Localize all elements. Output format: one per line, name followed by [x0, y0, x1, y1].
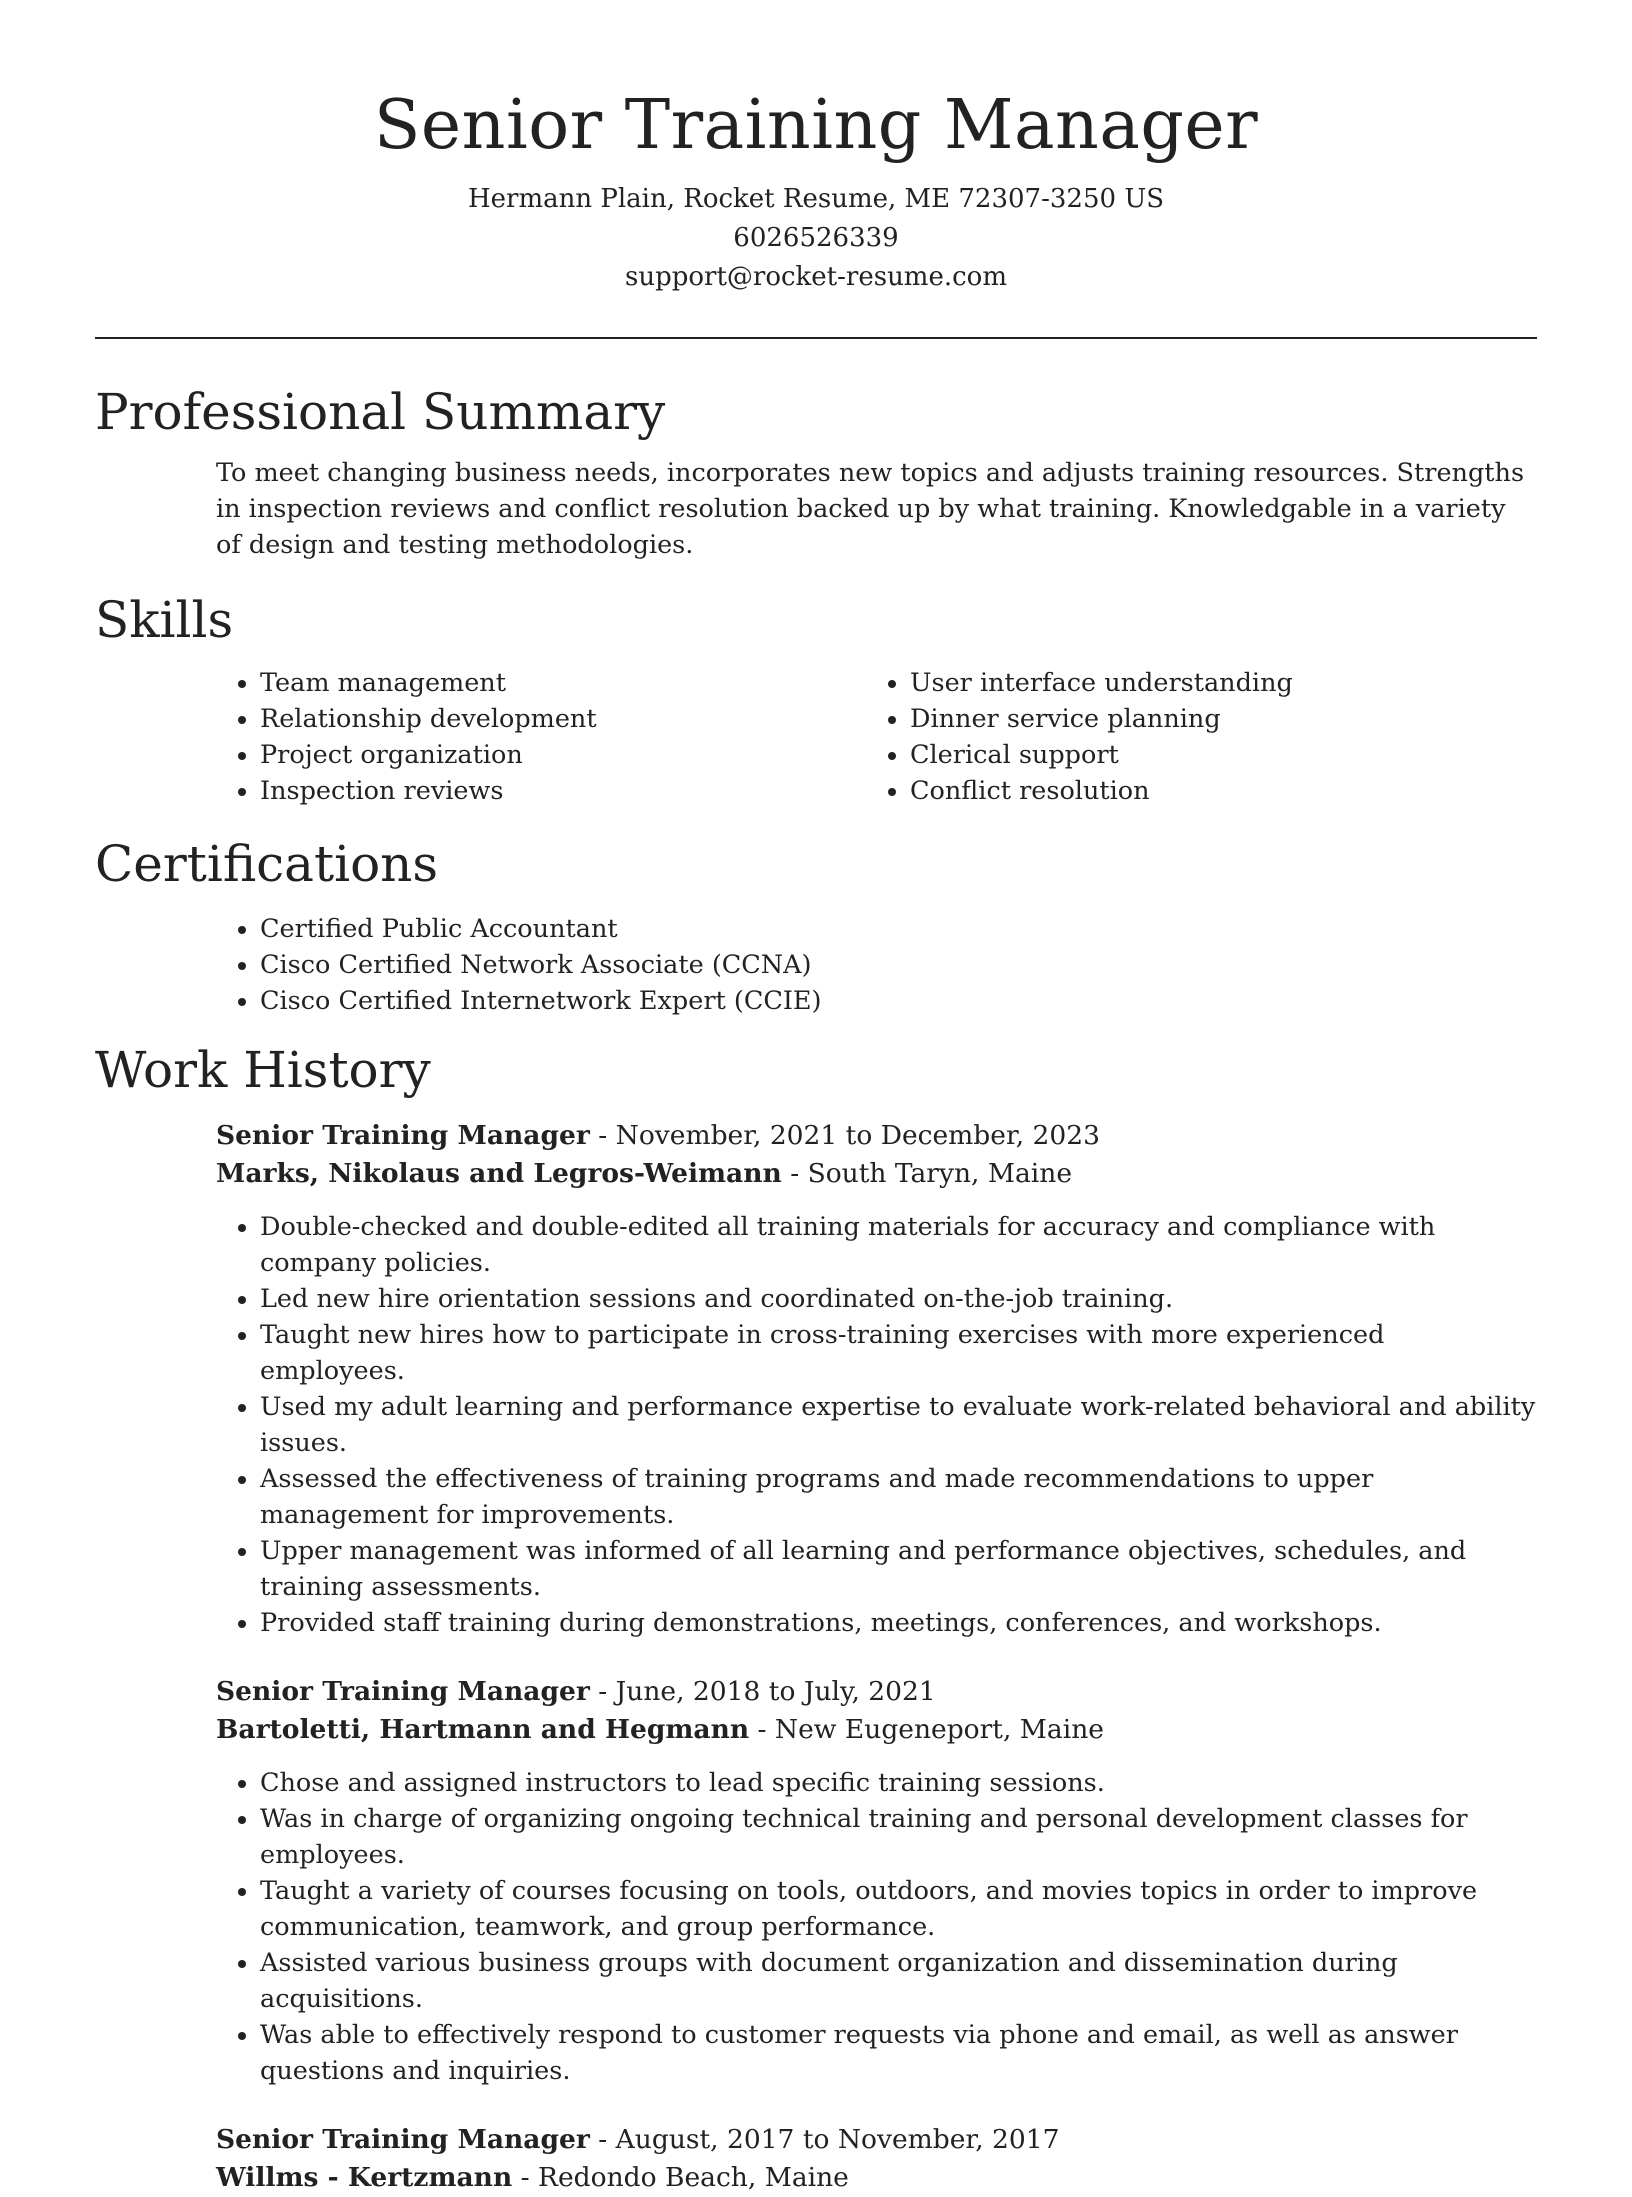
- job-role: Senior Training Manager: [216, 1676, 590, 1707]
- job-bullet: • Assisted various business groups with document organization and dissemination during acquisitions.: [260, 1945, 1537, 2017]
- certifications-section: [95, 833, 1537, 1019]
- job-heading: [216, 1117, 1537, 1155]
- skill-item: • Team management: [260, 665, 866, 701]
- job-bullet: • Was in charge of organizing ongoing technical training and personal development classes for employees.: [260, 1801, 1537, 1873]
- certification-item: • Cisco Certified Internetwork Expert (CCIE): [260, 983, 1537, 1019]
- skill-item: • Conflict resolution: [910, 773, 1516, 809]
- summary-title: Professional Summary: [95, 383, 666, 441]
- certifications-list: [216, 911, 1537, 1019]
- skill-item: • Inspection reviews: [260, 773, 866, 809]
- skills-list-left: [216, 665, 866, 809]
- job-bullet: • Assessed the effectiveness of training programs and made recommendations to upper management for improvements.: [260, 1461, 1537, 1533]
- job-bullet: • Taught a variety of courses focusing on tools, outdoors, and movies topics in order to improve communication, teamwork, and group performance.: [260, 1873, 1537, 1945]
- job-company: Willms - Kertzmann: [216, 2162, 513, 2193]
- job-entry: [216, 1117, 1537, 1641]
- skills-column-right: [866, 665, 1516, 809]
- work-history-title: Work History: [95, 1041, 431, 1099]
- job-bullet: • Was able to effectively respond to customer requests via phone and email, as well as answer questions and inquiries.: [260, 2017, 1537, 2089]
- job-dates: - November, 2021 to December, 2023: [589, 1120, 1100, 1151]
- summary-section: [95, 381, 1537, 563]
- job-company-line: [216, 1711, 1537, 1749]
- job-role: Senior Training Manager: [216, 1120, 590, 1151]
- skill-item: • Relationship development: [260, 701, 866, 737]
- job-bullet: • Provided staff training during demonstrations, meetings, conferences, and workshops.: [260, 1605, 1537, 1641]
- job-entry: [216, 2121, 1537, 2197]
- job-bullet: • Upper management was informed of all learning and performance objectives, schedules, and training assessments.: [260, 1533, 1537, 1605]
- resume-name: Senior Training Manager: [373, 86, 1259, 165]
- job-dates: - June, 2018 to July, 2021: [589, 1676, 936, 1707]
- job-location: - New Eugeneport, Maine: [749, 1714, 1104, 1745]
- skills-title: Skills: [95, 591, 234, 649]
- job-role: Senior Training Manager: [216, 2124, 590, 2155]
- certifications-title: Certifications: [95, 835, 439, 893]
- job-dates: - August, 2017 to November, 2017: [589, 2124, 1060, 2155]
- job-bullet: • Led new hire orientation sessions and coordinated on-the-job training.: [260, 1281, 1537, 1317]
- job-bullet: • Chose and assigned instructors to lead specific training sessions.: [260, 1765, 1537, 1801]
- skills-column-left: [216, 665, 866, 809]
- contact-address: Hermann Plain, Rocket Resume, ME 72307-3250 US: [467, 184, 1165, 214]
- job-heading: [216, 2121, 1537, 2159]
- job-heading: [216, 1673, 1537, 1711]
- header-divider: [95, 337, 1537, 339]
- job-location: - South Taryn, Maine: [781, 1158, 1073, 1189]
- job-bullet: • Used my adult learning and performance expertise to evaluate work-related behavioral and ability issues.: [260, 1389, 1537, 1461]
- skill-item: • Dinner service planning: [910, 701, 1516, 737]
- resume-page: [95, 0, 1537, 2197]
- skills-grid: [216, 665, 1537, 809]
- certification-item: • Certified Public Accountant: [260, 911, 1537, 947]
- job-company: Bartoletti, Hartmann and Hegmann: [216, 1714, 750, 1745]
- skill-item: • Project organization: [260, 737, 866, 773]
- job-location: - Redondo Beach, Maine: [512, 2162, 849, 2193]
- contact-email: support@rocket-resume.com: [624, 262, 1007, 292]
- contact-block: [95, 180, 1537, 297]
- skills-section: [95, 589, 1537, 809]
- job-bullet: • Double-checked and double-edited all training materials for accuracy and compliance with company policies.: [260, 1209, 1537, 1281]
- job-bullet: • Taught new hires how to participate in cross-training exercises with more experienced employees.: [260, 1317, 1537, 1389]
- resume-header: [95, 0, 1537, 297]
- skill-item: • Clerical support: [910, 737, 1516, 773]
- job-bullets: [216, 1765, 1537, 2089]
- job-bullets: [216, 1209, 1537, 1641]
- skill-item: • User interface understanding: [910, 665, 1516, 701]
- job-company-line: [216, 2159, 1537, 2197]
- work-history-section: [95, 1039, 1537, 2197]
- certification-item: • Cisco Certified Network Associate (CCNA): [260, 947, 1537, 983]
- job-company-line: [216, 1155, 1537, 1193]
- job-entry: [216, 1673, 1537, 2089]
- contact-phone: 6026526339: [733, 223, 899, 253]
- job-company: Marks, Nikolaus and Legros-Weimann: [216, 1158, 782, 1189]
- skills-list-right: [866, 665, 1516, 809]
- summary-text: To meet changing business needs, incorporates new topics and adjusts training resources. Strengths in inspection reviews and conflict resolution backed up by what training. Knowledgable in a variety of design and testing methodologies.: [216, 458, 1525, 560]
